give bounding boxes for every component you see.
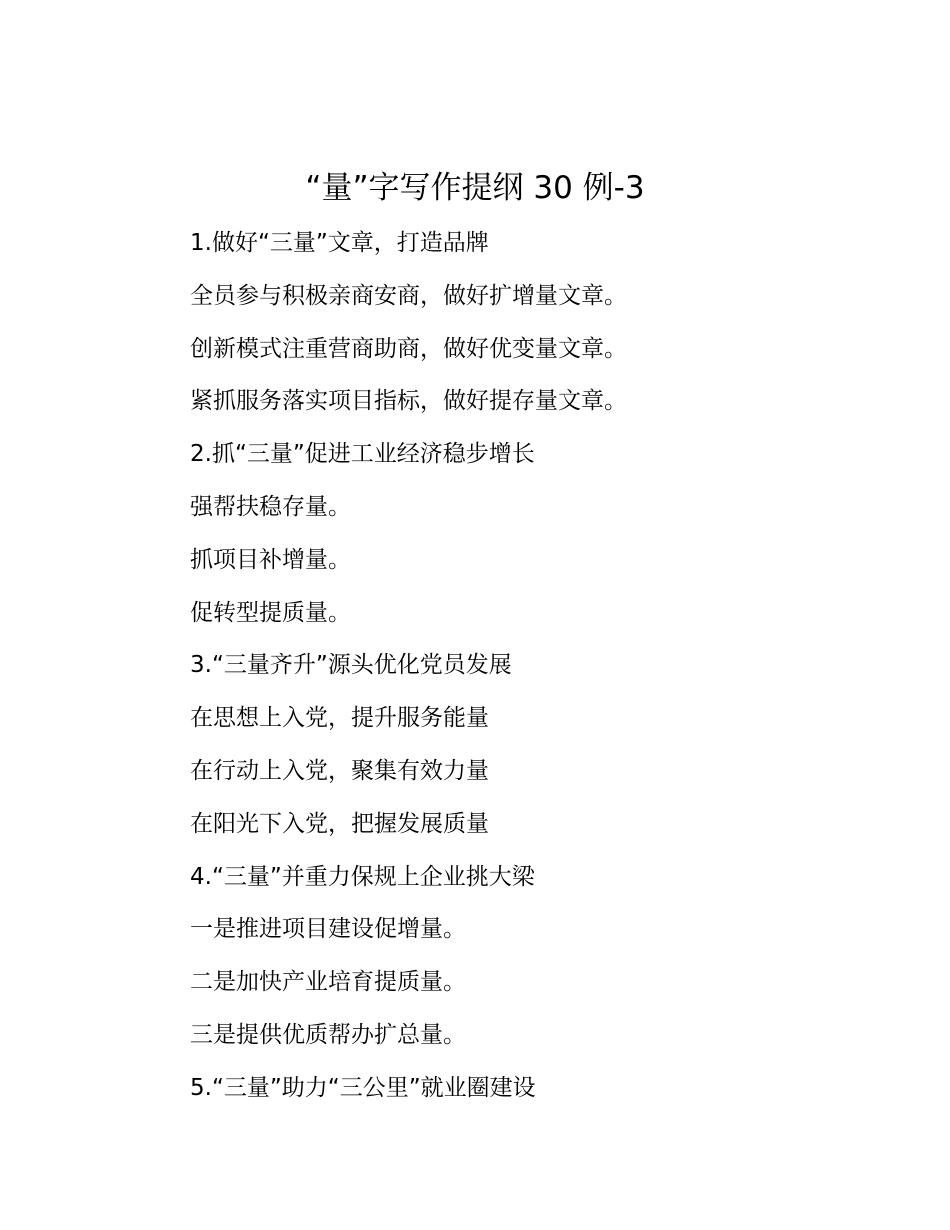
list-item: 促转型提质量。 <box>190 599 351 626</box>
list-item: 一是推进项目建设促增量。 <box>190 916 466 943</box>
heading-5: 5.“三量”助力“三公里”就业圈建设 <box>190 1074 536 1101</box>
heading-1: 1.做好“三量”文章，打造品牌 <box>190 230 489 256</box>
list-item: 在阳光下入党，把握发展质量 <box>190 810 489 837</box>
list-item: 全员参与积极亲商安商，做好扩增量文章。 <box>190 282 627 309</box>
list-item: 强帮扶稳存量。 <box>190 493 351 520</box>
list-item: 在行动上入党，聚集有效力量 <box>190 757 489 784</box>
list-item: 紧抓服务落实项目指标，做好提存量文章。 <box>190 388 627 415</box>
document-title: “量”字写作提纲 30 例-3 <box>305 170 645 206</box>
list-item: 在思想上入党，提升服务能量 <box>190 705 489 732</box>
heading-4: 4.“三量”并重力保规上企业挑大梁 <box>190 863 535 890</box>
list-item: 创新模式注重营商助商，做好优变量文章。 <box>190 335 627 362</box>
heading-3: 3.“三量齐升”源头优化党员发展 <box>190 652 512 679</box>
heading-2: 2.抓“三量”促进工业经济稳步增长 <box>190 441 535 468</box>
document-body <box>190 226 890 1124</box>
list-item: 二是加快产业培育提质量。 <box>190 969 466 996</box>
list-item: 三是提供优质帮办扩总量。 <box>190 1021 466 1048</box>
list-item: 抓项目补增量。 <box>190 546 351 573</box>
